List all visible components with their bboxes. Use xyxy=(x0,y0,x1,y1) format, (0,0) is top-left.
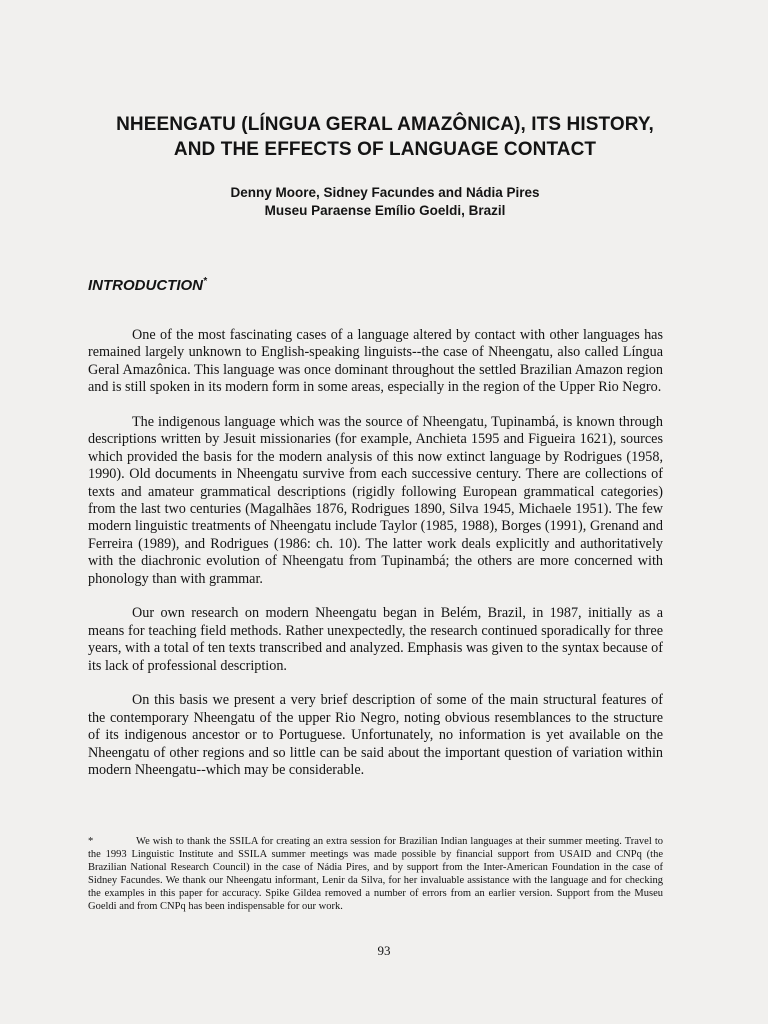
paragraph-2: The indigenous language which was the source of Nheengatu, Tupinambá, is known through descriptions written by Jesuit missionaries (for example, Anchieta 1595 and Figueira 1621), sources which provided the basis for the modern analysis of this now extinct language by Rodrigues (1958, 1990). Old documents in Nheengatu survive from each successive century. There are collections of texts and amateur grammatical descriptions (rigidly following European grammatical categories) from the last two centuries (Magalhães 1876, Rodrigues 1890, Silva 1945, Michaele 1951). The few modern linguistic treatments of Nheengatu include Taylor (1985, 1988), Borges (1991), Grenand and Ferreira (1989), and Rodrigues (1986: ch. 10). The latter work deals explicitly and authoritatively with the diachronic evolution of Nheengatu from Tupinambá; the others are more concerned with phonology than with grammar. xyxy=(88,414,663,587)
paper-title xyxy=(60,112,710,162)
author-names: Denny Moore, Sidney Facundes and Nádia Pires xyxy=(230,185,540,200)
paragraph-3: Our own research on modern Nheengatu began in Belém, Brazil, in 1987, initially as a means for teaching field methods. Rather unexpectedly, the research continued sporadically for three years, with a total of ten texts transcribed and analyzed. Emphasis was given to the syntax because of its lack of professional description. xyxy=(88,605,663,674)
author-affiliation: Museu Paraense Emílio Goeldi, Brazil xyxy=(264,203,506,218)
section-heading-footnote-mark: * xyxy=(203,276,207,287)
footnote-mark: * xyxy=(88,836,94,847)
section-heading xyxy=(88,276,207,294)
section-heading-text: INTRODUCTION xyxy=(88,277,203,294)
title-line-2: AND THE EFFECTS OF LANGUAGE CONTACT xyxy=(173,139,597,160)
title-line-1: NHEENGATU (LÍNGUA GERAL AMAZÔNICA), ITS HISTORY, xyxy=(116,114,654,135)
paragraph-4: On this basis we present a very brief description of some of the main structural features of the contemporary Nheengatu of the upper Rio Negro, noting obvious resemblances to the structure of its indigenous ancestor or to Portuguese. Unfortunately, no information is yet available on the Nheengatu of other regions and so little can be said about the important question of variation within modern Nheengatu--which may be considerable. xyxy=(88,692,663,779)
page-number: 93 xyxy=(377,943,391,958)
paragraph-1: One of the most fascinating cases of a language altered by contact with other languages has remained largely unknown to English-speaking linguists--the case of Nheengatu, also called Língua Geral Amazônica. This language was once dominant throughout the settled Brazilian Amazon region and is still spoken in its modern form in some areas, especially in the region of the Upper Rio Negro. xyxy=(88,327,663,396)
footnote xyxy=(88,835,663,913)
footnote-text: We wish to thank the SSILA for creating an extra session for Brazilian Indian languages at their summer meeting. Travel to the 1993 Linguistic Institute and SSILA summer meetings was made possible by financial support from USAID and CNPq (the Brazilian National Research Council) in the case of Nádia Pires, and by support from the Inter-American Foundation in the case of Sidney Facundes. We thank our Nheengatu informant, Lenir da Silva, for her invaluable assistance with the language and for checking the examples in this paper for accuracy. Spike Gildea removed a number of errors from an earlier version. Support from the Museu Goeldi and from CNPq has been indispensable for our work. xyxy=(88,836,663,912)
body-text xyxy=(88,327,663,797)
author-block xyxy=(60,184,710,220)
